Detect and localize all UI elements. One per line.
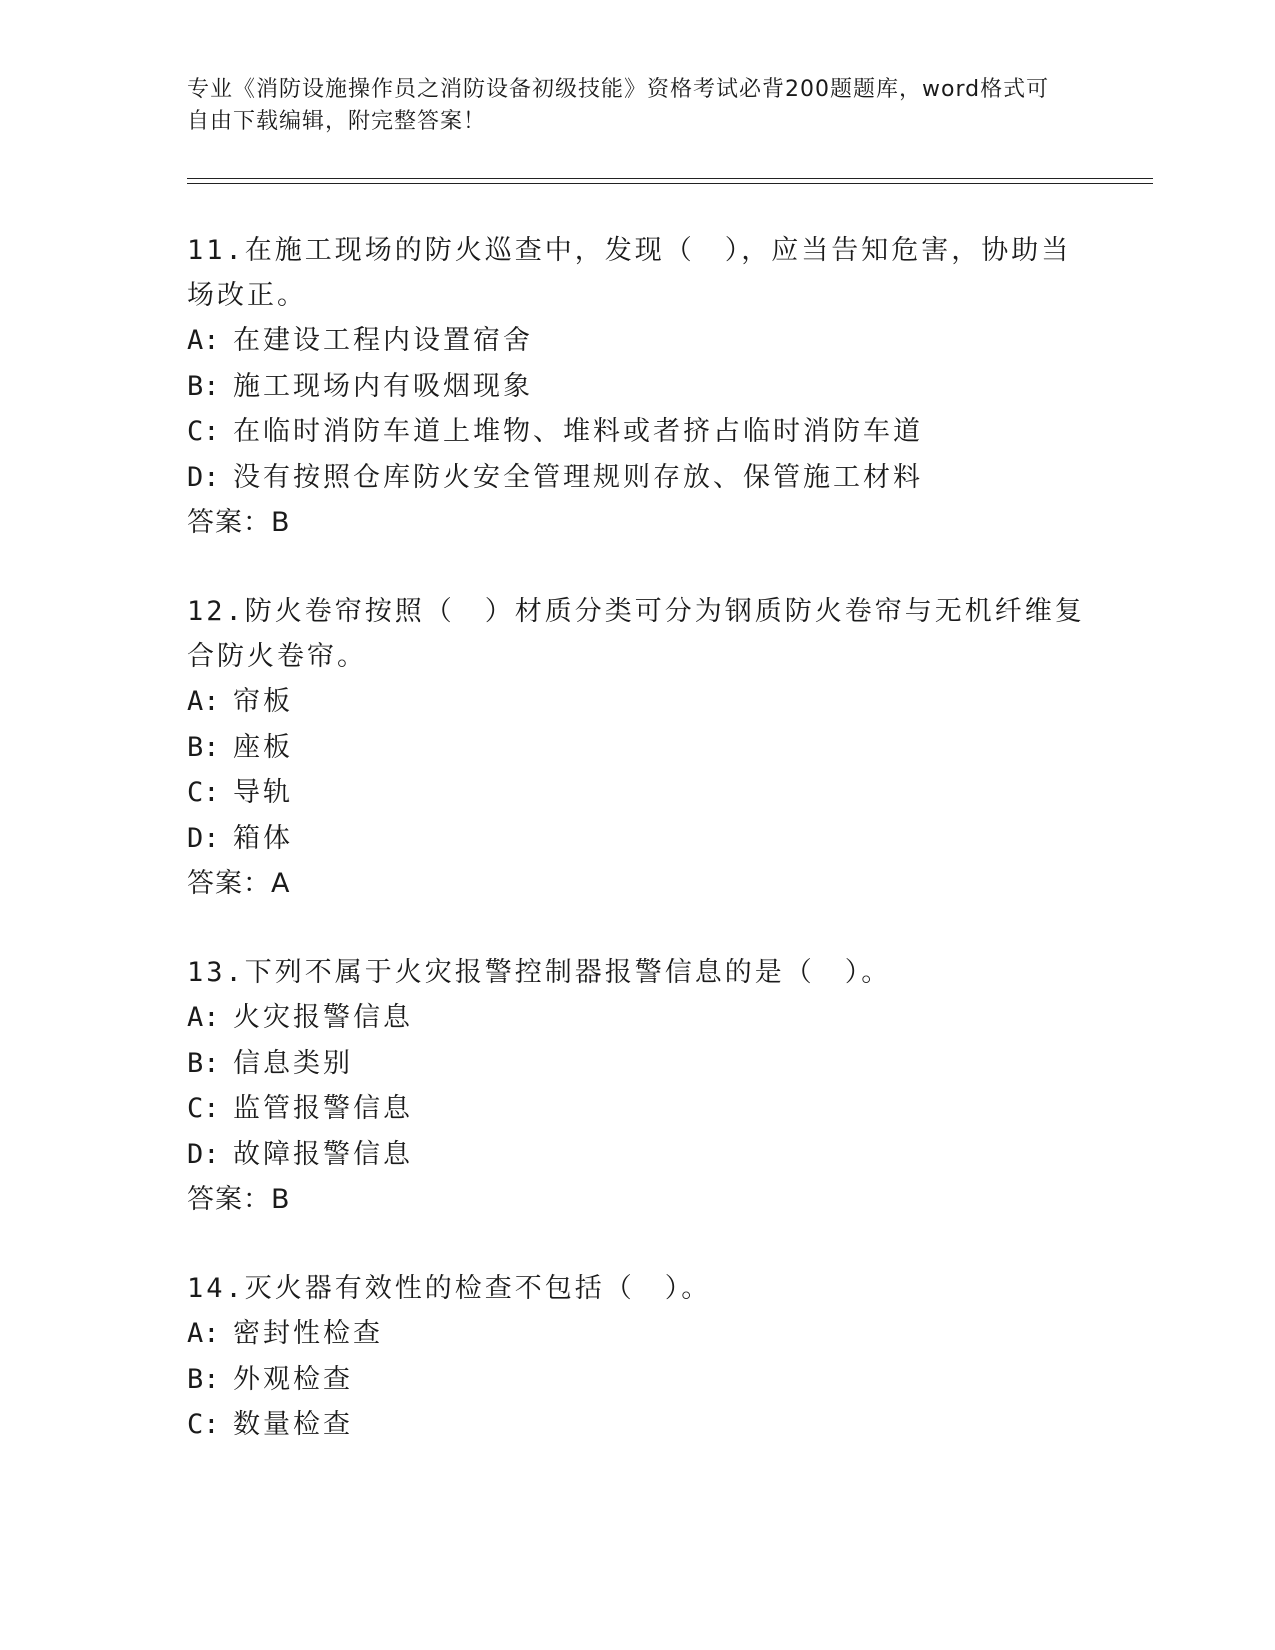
option-text: 信息类别 <box>233 1047 353 1079</box>
option-key: A: <box>187 686 220 717</box>
question-option <box>187 318 1087 364</box>
question-stem: 11.在施工现场的防火巡查中，发现（ ），应当告知危害，协助当场改正。 <box>187 235 1072 311</box>
question-option <box>187 409 1087 455</box>
option-key: C: <box>187 777 220 808</box>
question-option <box>187 995 1087 1041</box>
option-key: A: <box>187 1318 220 1349</box>
option-text: 在临时消防车道上堆物、堆料或者挤占临时消防车道 <box>233 416 923 447</box>
question-stem: 14.灭火器有效性的检查不包括（ ）。 <box>187 1273 712 1304</box>
option-text: 导轨 <box>233 777 293 808</box>
question-option <box>187 679 1087 725</box>
option-key: D: <box>187 822 220 854</box>
question-stem: 13.下列不属于火灾报警控制器报警信息的是（ ）。 <box>187 957 892 988</box>
option-key: A: <box>187 1002 220 1033</box>
option-key: D: <box>187 1138 220 1170</box>
option-text: 外观检查 <box>233 1363 353 1395</box>
question-option <box>187 1086 1087 1132</box>
option-text: 箱体 <box>233 822 293 854</box>
option-key: B: <box>187 731 220 763</box>
option-text: 监管报警信息 <box>233 1093 413 1124</box>
option-text: 故障报警信息 <box>233 1138 413 1170</box>
option-key: B: <box>187 1363 220 1395</box>
option-key: C: <box>187 1093 220 1124</box>
option-key: C: <box>187 1409 220 1440</box>
document-header: 专业《消防设施操作员之消防设备初级技能》资格考试必背200题题库，word格式可自由下载编辑，附完整答案！ <box>187 77 1050 134</box>
question-option <box>187 1402 1087 1448</box>
option-text: 没有按照仓库防火安全管理规则存放、保管施工材料 <box>233 461 923 493</box>
question-list <box>187 228 1087 1492</box>
option-key: B: <box>187 1047 220 1079</box>
question-answer: 答案：A <box>187 868 291 899</box>
question-option <box>187 364 1087 410</box>
question-option <box>187 816 1087 862</box>
option-key: B: <box>187 370 220 402</box>
option-key: A: <box>187 325 220 356</box>
question-answer: 答案：B <box>187 507 291 538</box>
option-text: 帘板 <box>233 686 293 717</box>
option-text: 座板 <box>233 731 293 763</box>
option-text: 密封性检查 <box>233 1318 383 1349</box>
question-option <box>187 1132 1087 1178</box>
header-divider-top <box>187 178 1153 179</box>
question-answer: 答案：B <box>187 1184 291 1215</box>
option-key: C: <box>187 416 220 447</box>
question-stem: 12.防火卷帘按照（ ）材质分类可分为钢质防火卷帘与无机纤维复合防火卷帘。 <box>187 596 1085 672</box>
option-text: 数量检查 <box>233 1409 353 1440</box>
question-block <box>187 589 1087 906</box>
header-divider-bottom <box>187 183 1153 184</box>
question-option <box>187 1041 1087 1087</box>
question-block <box>187 950 1087 1222</box>
question-option <box>187 455 1087 501</box>
question-option <box>187 725 1087 771</box>
question-option <box>187 770 1087 816</box>
question-option <box>187 1357 1087 1403</box>
option-key: D: <box>187 461 220 493</box>
question-block <box>187 228 1087 545</box>
option-text: 施工现场内有吸烟现象 <box>233 370 533 402</box>
question-block <box>187 1266 1087 1448</box>
option-text: 在建设工程内设置宿舍 <box>233 325 533 356</box>
option-text: 火灾报警信息 <box>233 1002 413 1033</box>
question-option <box>187 1311 1087 1357</box>
